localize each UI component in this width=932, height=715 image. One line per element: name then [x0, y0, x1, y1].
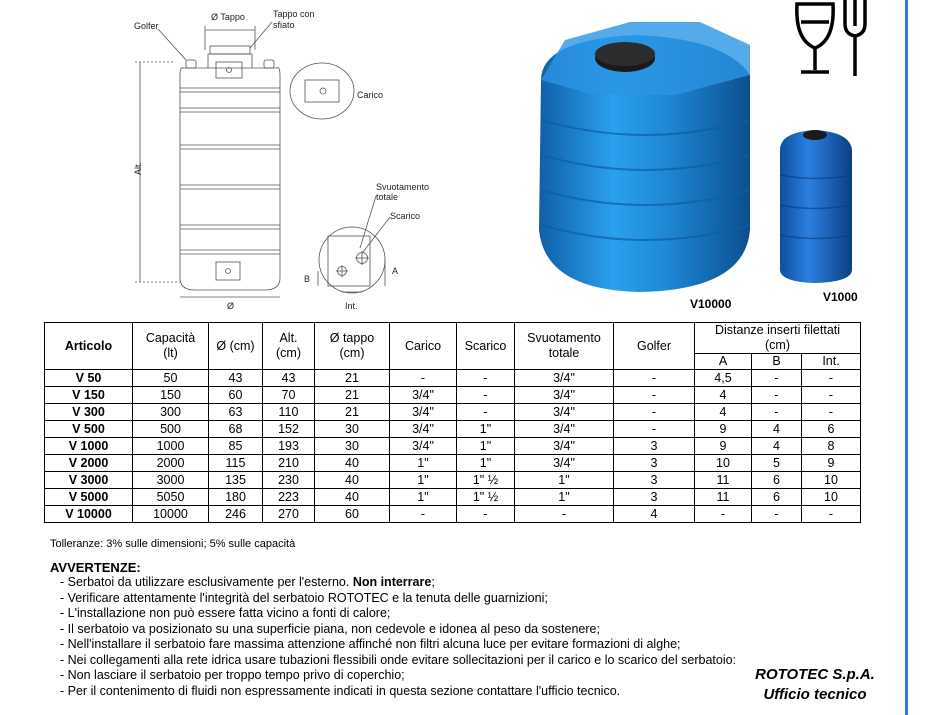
table-cell: 193 [263, 438, 315, 455]
table-cell: 40 [315, 455, 390, 472]
table-cell: 115 [209, 455, 263, 472]
header-alt: Alt. (cm) [263, 323, 315, 370]
table-cell: 3 [614, 455, 695, 472]
table-cell: 1" [457, 421, 515, 438]
table-cell: - [752, 370, 802, 387]
table-cell: 3/4" [390, 387, 457, 404]
table-row [45, 506, 861, 523]
table-cell: - [752, 404, 802, 421]
table-cell: - [802, 506, 861, 523]
table-cell: - [515, 506, 614, 523]
table-cell: 1" [390, 455, 457, 472]
header-capacita: Capacità (lt) [133, 323, 209, 370]
table-cell: 10000 [133, 506, 209, 523]
header-articolo: Articolo [45, 323, 133, 370]
table-cell: 2000 [133, 455, 209, 472]
drawing-tappo-label: Ø Tappo [211, 12, 245, 22]
table-cell-articolo: V 3000 [45, 472, 133, 489]
table-cell: 150 [133, 387, 209, 404]
tank-v1000-label: V1000 [823, 290, 858, 304]
header-golfer: Golfer [614, 323, 695, 370]
warning-item: - Nell'installare il serbatoio fare massima attenzione affinché non filtri alcuna luce per evitare formazioni di alghe; [60, 637, 860, 653]
table-cell: - [752, 506, 802, 523]
table-cell: 4 [614, 506, 695, 523]
table-cell: 40 [315, 472, 390, 489]
header-scarico: Scarico [457, 323, 515, 370]
company-signature [745, 665, 885, 705]
drawing-b-label: B [304, 274, 311, 284]
table-cell: 60 [209, 387, 263, 404]
table-cell: - [695, 506, 752, 523]
tank-v10000-image [539, 22, 750, 311]
table-cell: - [752, 387, 802, 404]
table-cell: 3/4" [390, 438, 457, 455]
table-cell: 21 [315, 404, 390, 421]
technical-drawing [0, 0, 520, 318]
table-cell: - [802, 370, 861, 387]
company-name: ROTOTEC S.p.A. [755, 666, 875, 683]
table-cell: 180 [209, 489, 263, 506]
table-cell-articolo: V 5000 [45, 489, 133, 506]
table-cell: - [457, 370, 515, 387]
header-diametro: Ø (cm) [209, 323, 263, 370]
drawing-golfer-label: Golfer [134, 21, 159, 31]
table-cell: 3/4" [515, 421, 614, 438]
table-cell: 30 [315, 438, 390, 455]
table-cell: 3/4" [390, 404, 457, 421]
table-cell: 230 [263, 472, 315, 489]
table-cell: 10 [695, 455, 752, 472]
table-cell: 9 [802, 455, 861, 472]
drawing-int-label: Int. [345, 301, 358, 311]
drawing-diameter-label: Ø [227, 301, 235, 311]
table-cell: 223 [263, 489, 315, 506]
table-cell: 5 [752, 455, 802, 472]
warning-item: - Serbatoi da utilizzare esclusivamente per l'esterno. Non interrare; [60, 575, 860, 591]
drawing-svuotamento-label-1: Svuotamento [376, 182, 430, 192]
table-cell: 4 [695, 387, 752, 404]
table-cell: 6 [802, 421, 861, 438]
table-cell: - [614, 370, 695, 387]
table-cell: 5050 [133, 489, 209, 506]
table-cell: 40 [315, 489, 390, 506]
warning-item: - Verificare attentamente l'integrità del serbatoio ROTOTEC e la tenuta delle guarnizioni; [60, 591, 860, 607]
table-cell: 11 [695, 472, 752, 489]
table-cell: 3/4" [515, 370, 614, 387]
header-int: Int. [802, 354, 861, 370]
drawing-alt-label: Alt. [133, 161, 143, 175]
table-cell: 21 [315, 370, 390, 387]
table-cell: 110 [263, 404, 315, 421]
table-cell: 152 [263, 421, 315, 438]
table-cell: 1" [390, 472, 457, 489]
table-cell: 30 [315, 421, 390, 438]
table-cell: 50 [133, 370, 209, 387]
table-cell: 3/4" [515, 387, 614, 404]
table-cell: 4 [752, 421, 802, 438]
table-row [45, 472, 861, 489]
warning-item: - Per il contenimento di fluidi non espressamente indicati in questa sezione contattare l'ufficio tecnico. [60, 684, 860, 700]
table-cell: 3/4" [390, 421, 457, 438]
table-cell: 1" ½ [457, 489, 515, 506]
table-cell: 3000 [133, 472, 209, 489]
table-cell: 1" ½ [457, 472, 515, 489]
table-cell: 3 [614, 438, 695, 455]
drawing-carico-label: Carico [357, 90, 384, 100]
table-cell: 4 [695, 404, 752, 421]
tank-v10000-label: V10000 [690, 297, 732, 311]
table-cell: 70 [263, 387, 315, 404]
table-row [45, 370, 861, 387]
table-cell: 43 [263, 370, 315, 387]
table-cell: 135 [209, 472, 263, 489]
table-row [45, 404, 861, 421]
table-row [45, 489, 861, 506]
table-cell: 1" [515, 472, 614, 489]
table-cell: - [457, 404, 515, 421]
table-cell: 10 [802, 489, 861, 506]
glass-fork-icon [797, 0, 865, 76]
table-cell: 9 [695, 438, 752, 455]
table-cell: 3 [614, 472, 695, 489]
tolerance-note: Tolleranze: 3% sulle dimensioni; 5% sulle capacità [50, 538, 296, 550]
header-a: A [695, 354, 752, 370]
table-cell: 43 [209, 370, 263, 387]
table-cell-articolo: V 2000 [45, 455, 133, 472]
table-cell: 1" [457, 455, 515, 472]
table-cell: 6 [752, 472, 802, 489]
header-distanze: Distanze inserti filettati (cm) [695, 323, 861, 354]
table-cell: 3 [614, 489, 695, 506]
table-cell-articolo: V 300 [45, 404, 133, 421]
table-cell: - [457, 387, 515, 404]
warning-item: - L'installazione non può essere fatta vicino a fonti di calore; [60, 606, 860, 622]
table-cell: - [457, 506, 515, 523]
page-right-rule [905, 0, 908, 715]
table-cell: 21 [315, 387, 390, 404]
header-svuotamento: Svuotamento totale [515, 323, 614, 370]
drawing-tappo-sfiato-label-1: Tappo con [273, 9, 315, 19]
table-cell: 300 [133, 404, 209, 421]
table-row [45, 438, 861, 455]
table-cell: 4,5 [695, 370, 752, 387]
table-cell: 9 [695, 421, 752, 438]
table-cell-articolo: V 1000 [45, 438, 133, 455]
table-cell: 8 [802, 438, 861, 455]
table-cell: 1" [515, 489, 614, 506]
table-cell: 6 [752, 489, 802, 506]
table-cell: 3/4" [515, 404, 614, 421]
table-cell: 270 [263, 506, 315, 523]
warnings-title: AVVERTENZE: [50, 560, 141, 575]
drawing-svuotamento-label-2: totale [376, 192, 399, 202]
drawing-scarico-label: Scarico [390, 211, 421, 221]
table-cell: 210 [263, 455, 315, 472]
table-cell: 500 [133, 421, 209, 438]
table-cell: 3/4" [515, 438, 614, 455]
table-cell-articolo: V 50 [45, 370, 133, 387]
table-cell: 68 [209, 421, 263, 438]
company-dept: Ufficio tecnico [763, 686, 867, 703]
table-cell: 60 [315, 506, 390, 523]
header-b: B [752, 354, 802, 370]
table-cell: 11 [695, 489, 752, 506]
product-photos [525, 0, 905, 318]
table-cell: 63 [209, 404, 263, 421]
table-row [45, 455, 861, 472]
table-cell-articolo: V 10000 [45, 506, 133, 523]
table-cell: 1000 [133, 438, 209, 455]
table-cell: - [802, 404, 861, 421]
warning-item: - Non lasciare il serbatoio per troppo tempo privo di coperchio; [60, 668, 860, 684]
header-carico: Carico [390, 323, 457, 370]
drawing-a-label: A [392, 266, 399, 276]
tank-v1000-image [780, 130, 858, 304]
table-row [45, 421, 861, 438]
table-cell: - [614, 387, 695, 404]
warning-item: - Nei collegamenti alla rete idrica usare tubazioni flessibili onde evitare sollecitazioni per il carico e lo scarico del serbatoio: [60, 653, 860, 669]
warning-item: - Il serbatoio va posizionato su una superficie piana, non cedevole e idonea al peso da sostenere; [60, 622, 860, 638]
drawing-tappo-sfiato-label-2: sfiato [273, 20, 295, 30]
table-cell: - [390, 506, 457, 523]
table-cell-articolo: V 150 [45, 387, 133, 404]
header-tappo: Ø tappo (cm) [315, 323, 390, 370]
table-cell: - [802, 387, 861, 404]
specifications-table [44, 322, 861, 523]
table-cell: - [390, 370, 457, 387]
warnings-list [60, 575, 860, 699]
table-cell: 10 [802, 472, 861, 489]
table-cell: 85 [209, 438, 263, 455]
table-cell: - [614, 421, 695, 438]
table-cell: 246 [209, 506, 263, 523]
table-cell: 1" [457, 438, 515, 455]
table-cell-articolo: V 500 [45, 421, 133, 438]
table-cell: 3/4" [515, 455, 614, 472]
table-cell: 4 [752, 438, 802, 455]
table-cell: 1" [390, 489, 457, 506]
table-cell: - [614, 404, 695, 421]
table-row [45, 387, 861, 404]
